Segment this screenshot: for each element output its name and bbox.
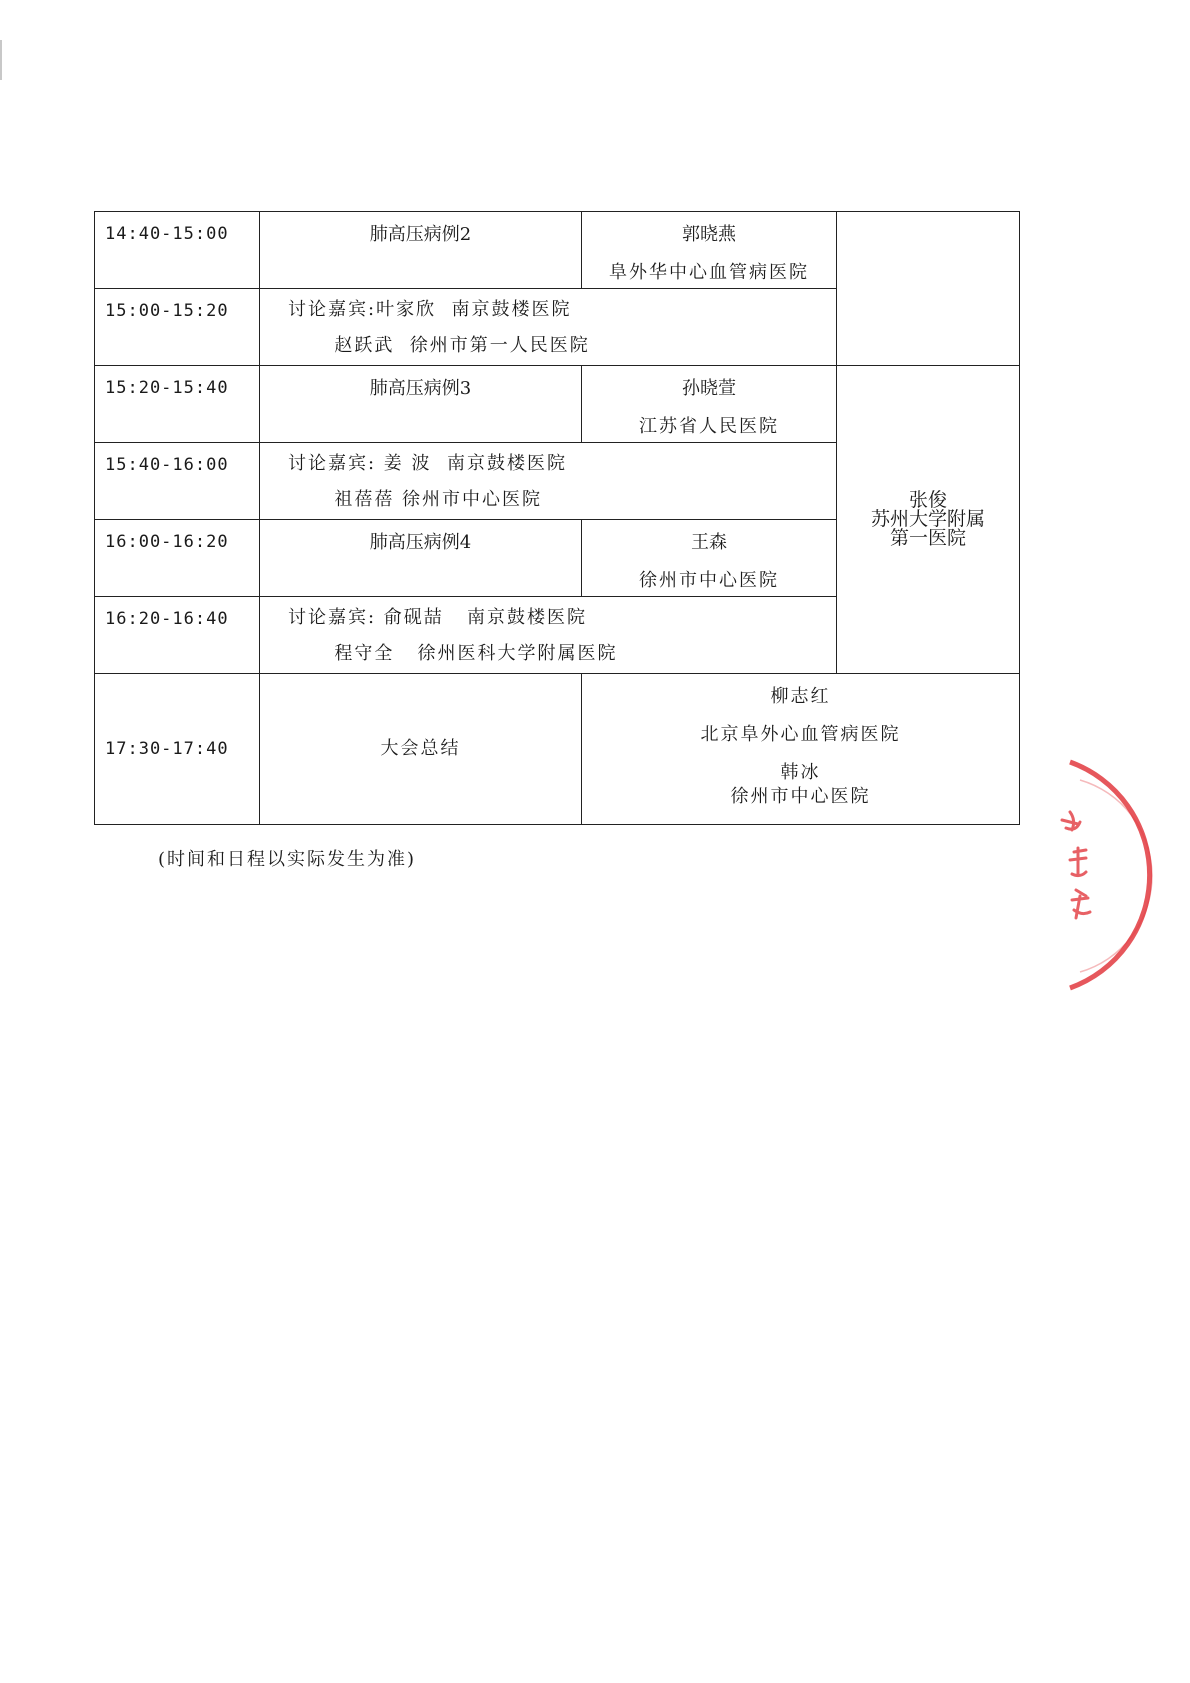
chair-institution-line: 第一医院 bbox=[889, 527, 966, 549]
speaker-name: 王森 bbox=[691, 532, 727, 553]
schedule-table bbox=[94, 211, 1020, 825]
speaker-institution: 徐州市中心医院 bbox=[730, 786, 871, 807]
speaker-institution: 徐州市中心医院 bbox=[639, 570, 779, 591]
page-edge-mark bbox=[0, 40, 2, 80]
chair-name: 张俊 bbox=[908, 489, 947, 511]
red-seal-stamp bbox=[1040, 750, 1190, 1000]
table-row bbox=[95, 366, 1020, 443]
discussion-line: 程守全 徐州医科大学附属医院 bbox=[288, 643, 618, 664]
time-cell: 14:40-15:00 bbox=[95, 212, 260, 289]
time-cell: 15:00-15:20 bbox=[95, 289, 260, 366]
speaker-name: 孙晓萱 bbox=[682, 378, 736, 399]
speaker-name: 郭晓燕 bbox=[682, 224, 736, 245]
speaker-institution: 北京阜外心血管病医院 bbox=[700, 724, 901, 745]
discussion-line: 赵跃武 徐州市第一人民医院 bbox=[288, 335, 590, 356]
discussion-line: 祖蓓蓓 徐州市中心医院 bbox=[288, 489, 543, 510]
chair-cell bbox=[837, 366, 1020, 674]
speaker-name: 柳志红 bbox=[770, 686, 831, 707]
topic-cell: 肺高压病例3 bbox=[260, 366, 582, 443]
summary-speakers-cell bbox=[582, 674, 1020, 825]
discussion-cell bbox=[260, 443, 837, 520]
table-row bbox=[95, 212, 1020, 289]
schedule-note: (时间和日程以实际发生为准) bbox=[158, 849, 417, 870]
speaker-name: 韩冰 bbox=[780, 762, 821, 783]
discussion-line: 讨论嘉宾: 俞砚喆 南京鼓楼医院 bbox=[288, 607, 587, 628]
speaker-cell bbox=[582, 212, 837, 289]
topic-cell: 肺高压病例2 bbox=[260, 212, 582, 289]
speaker-cell bbox=[582, 366, 837, 443]
topic-cell: 肺高压病例4 bbox=[260, 520, 582, 597]
chair-cell-empty bbox=[837, 212, 1020, 366]
time-cell: 17:30-17:40 bbox=[95, 674, 260, 825]
discussion-cell bbox=[260, 597, 837, 674]
speaker-institution: 阜外华中心血管病医院 bbox=[609, 262, 809, 283]
time-cell: 15:40-16:00 bbox=[95, 443, 260, 520]
time-cell: 15:20-15:40 bbox=[95, 366, 260, 443]
time-cell: 16:00-16:20 bbox=[95, 520, 260, 597]
discussion-line: 讨论嘉宾:叶家欣 南京鼓楼医院 bbox=[288, 299, 572, 320]
speaker-cell bbox=[582, 520, 837, 597]
discussion-cell bbox=[260, 289, 837, 366]
discussion-line: 讨论嘉宾: 姜 波 南京鼓楼医院 bbox=[288, 453, 567, 474]
table-row-summary bbox=[95, 674, 1020, 825]
speaker-institution: 江苏省人民医院 bbox=[639, 416, 779, 437]
summary-topic-cell: 大会总结 bbox=[260, 674, 582, 825]
time-cell: 16:20-16:40 bbox=[95, 597, 260, 674]
chair-institution-line: 苏州大学附属 bbox=[870, 508, 985, 530]
